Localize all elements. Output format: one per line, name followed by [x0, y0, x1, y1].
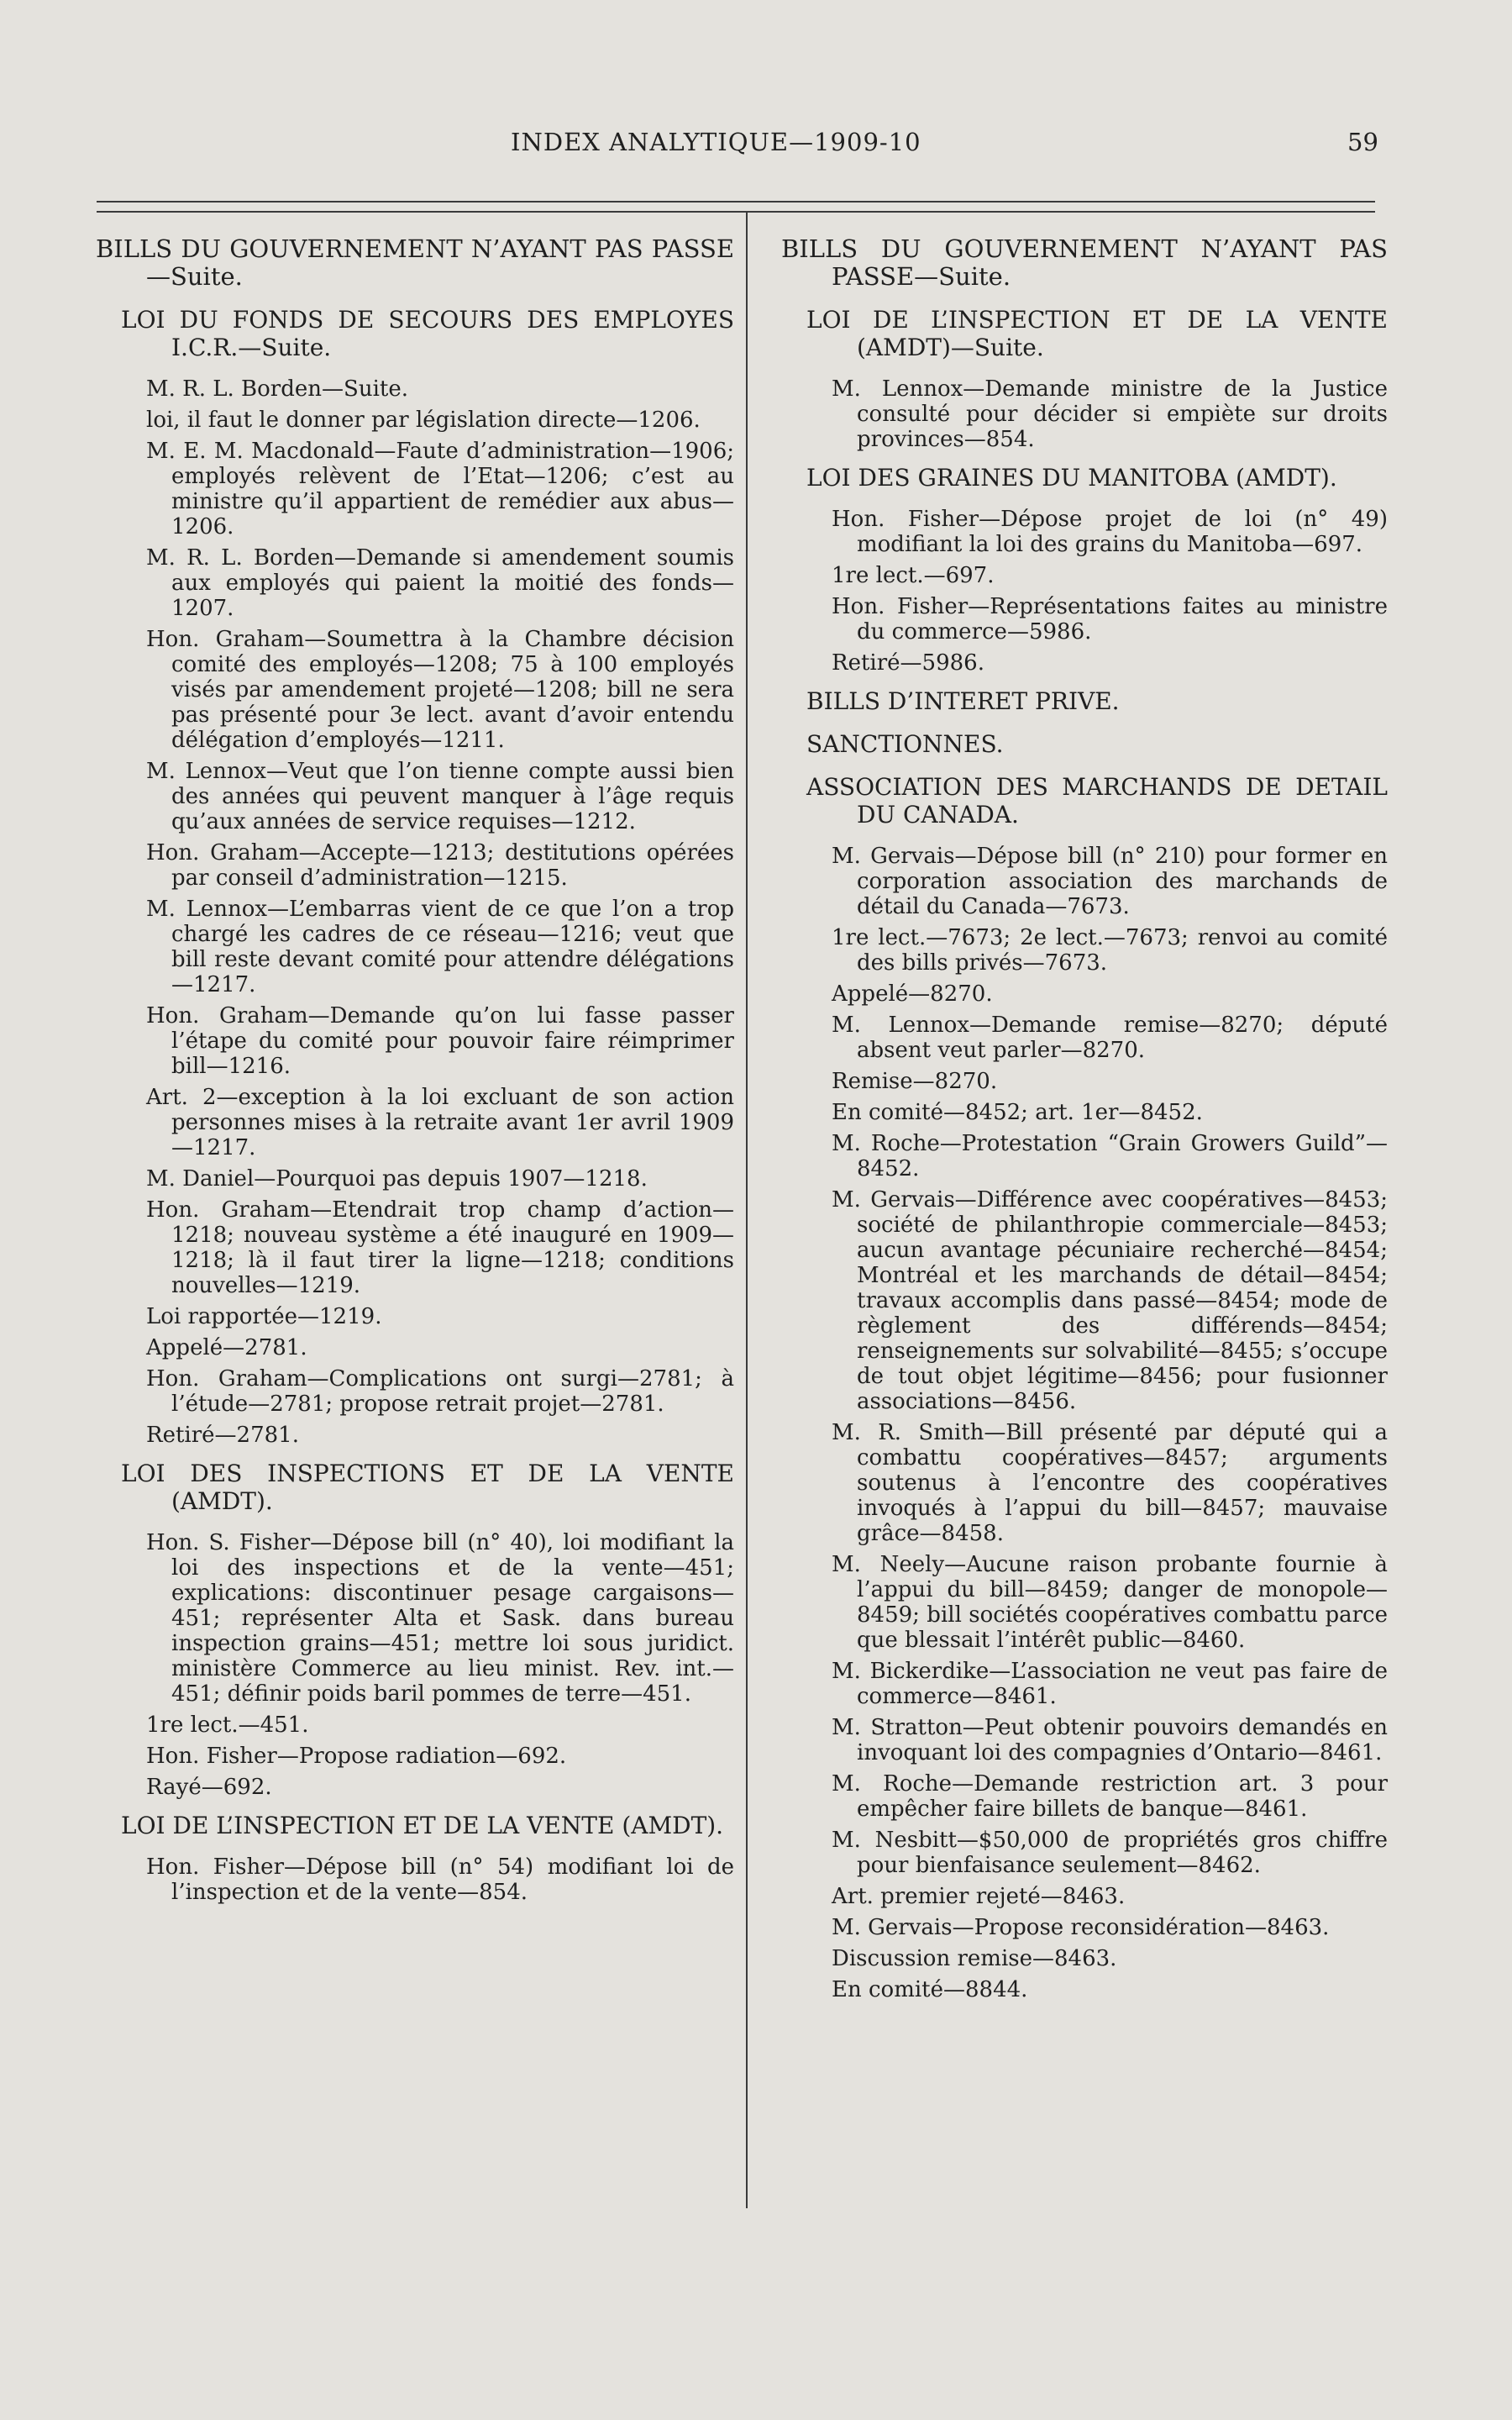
index-entry: M. Lennox—Demande remise—8270; député absent veut parler—8270.	[832, 1013, 1388, 1063]
index-entry: Discussion remise—8463.	[832, 1946, 1117, 1971]
running-title: INDEX ANALYTIQUE—1909-10	[511, 128, 921, 156]
right-column	[781, 235, 1388, 2008]
index-entry: M. R. L. Borden—Suite.	[146, 376, 408, 402]
index-entry: Hon. Fisher—Dépose bill (n° 54) modifiant loi de l’inspection et de la vente—854.	[146, 1854, 734, 1905]
index-entry: Retiré—2781.	[146, 1423, 299, 1448]
index-entry: M. R. L. Borden—Demande si amendement soumis aux employés qui paient la moitié des fonds—1207.	[146, 545, 734, 621]
subsection-heading: LOI DES GRAINES DU MANITOBA (AMDT).	[806, 464, 1337, 492]
index-entry: Appelé—2781.	[146, 1335, 307, 1360]
header-rule	[97, 201, 1375, 203]
subsection-heading: LOI DES INSPECTIONS ET DE LA VENTE (AMDT).	[121, 1460, 734, 1515]
index-entry: Hon. Graham—Etendrait trop champ d’action—1218; nouveau système a été inauguré en 1909—1218; là il faut tirer la ligne—1218; conditions nouvelles—1219.	[146, 1197, 734, 1298]
index-entry: M. Neely—Aucune raison probante fournie à l’appui du bill—8459; danger de monopole—8459; bill sociétés coopératives combattu parce que blessait l’intérêt public—8460.	[832, 1552, 1388, 1653]
index-entry: Loi rapportée—1219.	[146, 1304, 382, 1329]
index-entry: M. Lennox—L’embarras vient de ce que l’on a trop chargé les cadres de ce réseau—1216; veut que bill reste devant comité pour attendre délégations—1217.	[146, 897, 734, 997]
index-entry: M. Nesbitt—$50,000 de propriétés gros chiffre pour bienfaisance seulement—8462.	[832, 1828, 1388, 1878]
index-entry: Retiré—5986.	[832, 650, 984, 676]
index-entry: Art. 2—exception à la loi excluant de son action personnes mises à la retraite avant 1er avril 1909—1217.	[146, 1085, 734, 1160]
index-entry: En comité—8844.	[832, 1977, 1028, 2002]
index-entry: Hon. Graham—Accepte—1213; destitutions opérées par conseil d’administration—1215.	[146, 840, 734, 891]
index-entry: Hon. Fisher—Propose radiation—692.	[146, 1744, 567, 1769]
index-entry: M. Lennox—Demande ministre de la Justice consulté pour décider si empiète sur droits provinces—854.	[832, 376, 1388, 452]
index-entry: M. Roche—Demande restriction art. 3 pour empêcher faire billets de banque—8461.	[832, 1771, 1388, 1822]
section-heading: SANCTIONNES.	[806, 730, 1004, 758]
index-entry: M. R. Smith—Bill présenté par député qui a combattu coopératives—8457; arguments soutenus à l’encontre des coopératives invoqués à l’appui du bill—8457; mauvaise grâce—8458.	[832, 1420, 1388, 1546]
index-entry: En comité—8452; art. 1er—8452.	[832, 1100, 1203, 1125]
index-entry: M. Daniel—Pourquoi pas depuis 1907—1218.	[146, 1166, 648, 1192]
index-entry: Hon. Graham—Complications ont surgi—2781; à l’étude—2781; propose retrait projet—2781.	[146, 1366, 734, 1417]
index-entry: 1re lect.—451.	[146, 1712, 309, 1738]
index-entry: loi, il faut le donner par législation directe—1206.	[146, 408, 701, 433]
index-entry: Hon. Fisher—Dépose projet de loi (n° 49) modifiant la loi des grains du Manitoba—697.	[832, 507, 1388, 557]
index-entry: Hon. S. Fisher—Dépose bill (n° 40), loi modifiant la loi des inspections et de la vente—451; explications: discontinuer pesage cargaisons—451; représenter Alta et Sask. dans bureau inspection grains—451; mettre loi sous juridict. ministère Commerce au lieu minist. Rev. int.—451; définir poids baril pommes de terre—451.	[146, 1530, 734, 1707]
subsection-heading: LOI DE L’INSPECTION ET DE LA VENTE (AMDT)—Suite.	[806, 306, 1388, 361]
left-column	[96, 235, 734, 1911]
section-heading: BILLS D’INTERET PRIVE.	[806, 687, 1120, 715]
page-header	[0, 128, 1512, 165]
index-entry: M. Roche—Protestation “Grain Growers Guild”—8452.	[832, 1131, 1388, 1181]
index-entry: M. Bickerdike—L’association ne veut pas faire de commerce—8461.	[832, 1659, 1388, 1709]
index-entry: Rayé—692.	[146, 1775, 272, 1800]
index-entry: Hon. Graham—Demande qu’on lui fasse passer l’étape du comité pour pouvoir faire réimprimer bill—1216.	[146, 1003, 734, 1079]
subsection-heading: ASSOCIATION DES MARCHANDS DE DETAIL DU CANADA.	[806, 773, 1388, 829]
index-entry: M. Lennox—Veut que l’on tienne compte aussi bien des années qui peuvent manquer à l’âge requis qu’aux années de service requises—1212.	[146, 759, 734, 834]
index-entry: M. Gervais—Différence avec coopératives—8453; société de philanthropie commerciale—8453; aucun avantage pécuniaire recherché—8454; Montréal et les marchands de détail—8454; travaux accomplis dans passé—8454; mode de règlement des différends—8454; renseignements sur solvabilité—8455; s’occupe de tout objet légitime—8456; pour fusionner associations—8456.	[832, 1187, 1388, 1414]
index-entry: 1re lect.—7673; 2e lect.—7673; renvoi au comité des bills privés—7673.	[832, 925, 1388, 976]
index-entry: Hon. Graham—Soumettra à la Chambre décision comité des employés—1208; 75 à 100 employés visés par amendement projeté—1208; bill ne sera pas présenté pour 3e lect. avant d’avoir entendu délégation d’employés—1211.	[146, 627, 734, 753]
subsection-heading: LOI DU FONDS DE SECOURS DES EMPLOYES I.C.R.—Suite.	[121, 306, 734, 361]
index-entry: Appelé—8270.	[832, 981, 993, 1007]
index-entry: 1re lect.—697.	[832, 563, 995, 588]
column-divider	[746, 212, 748, 2208]
index-entry: M. Stratton—Peut obtenir pouvoirs demandés en invoquant loi des compagnies d’Ontario—8461.	[832, 1715, 1388, 1765]
index-entry: Remise—8270.	[832, 1069, 998, 1094]
subsection-heading: LOI DE L’INSPECTION ET DE LA VENTE (AMDT).	[121, 1812, 724, 1839]
index-entry: M. Gervais—Dépose bill (n° 210) pour former en corporation association des marchands de détail du Canada—7673.	[832, 844, 1388, 919]
index-entry: M. Gervais—Propose reconsidération—8463.	[832, 1915, 1330, 1940]
header-rule-double	[97, 211, 1375, 213]
page-number: 59	[1347, 128, 1378, 156]
index-entry: Art. premier rejeté—8463.	[832, 1884, 1126, 1909]
index-entry: Hon. Fisher—Représentations faites au ministre du commerce—5986.	[832, 594, 1388, 644]
section-heading: BILLS DU GOUVERNEMENT N’AYANT PAS PASSE—Suite.	[96, 234, 734, 291]
section-heading: BILLS DU GOUVERNEMENT N’AYANT PAS PASSE—Suite.	[781, 234, 1388, 291]
index-entry: M. E. M. Macdonald—Faute d’administration—1906; employés relèvent de l’Etat—1206; c’est au ministre qu’il appartient de remédier aux abus—1206.	[146, 439, 734, 539]
